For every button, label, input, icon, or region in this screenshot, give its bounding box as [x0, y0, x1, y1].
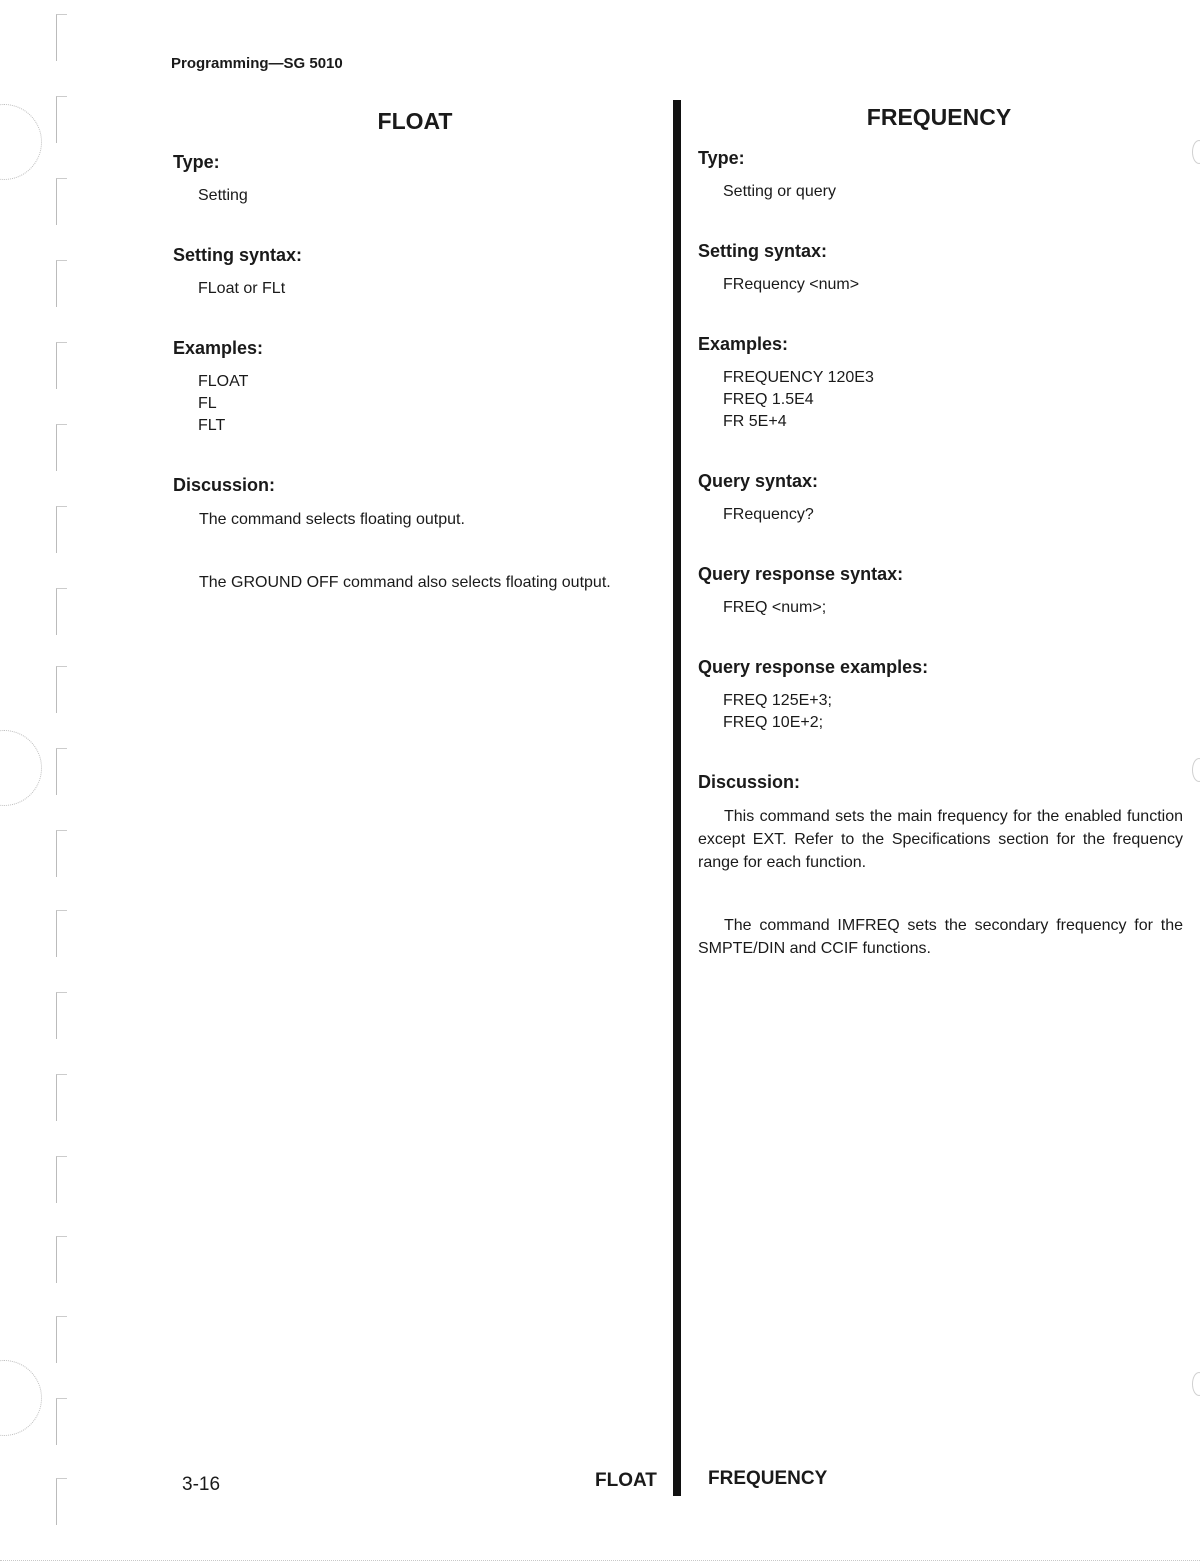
setting-syntax-heading: Setting syntax: — [173, 245, 303, 265]
binder-mark — [56, 178, 67, 225]
binder-edge — [0, 0, 70, 1568]
binder-mark — [56, 748, 67, 795]
setting-syntax-value: FRequency <num> — [723, 276, 860, 293]
query-response-syntax-value: FREQ <num>; — [723, 599, 827, 616]
examples-list — [723, 367, 1183, 433]
discussion-paragraph: This command sets the main frequency for the enabled function except EXT. Refer to the Specifications section for the frequency range for each function. — [698, 808, 1183, 871]
footer-guide-left: FLOAT — [595, 1470, 657, 1491]
query-response-syntax-heading: Query response syntax: — [698, 564, 904, 584]
binder-mark — [56, 1236, 67, 1283]
query-syntax-heading: Query syntax: — [698, 471, 819, 491]
discussion-paragraph: The command selects floating output. — [199, 511, 465, 528]
example-line: FREQUENCY 120E3 — [723, 369, 874, 386]
binder-mark — [56, 342, 67, 389]
examples-heading: Examples: — [698, 334, 789, 354]
binder-mark — [56, 1074, 67, 1121]
discussion-paragraph: The command IMFREQ sets the secondary frequency for the SMPTE/DIN and CCIF functions. — [698, 917, 1183, 957]
setting-syntax-value: FLoat or FLt — [198, 280, 286, 297]
frequency-section — [695, 104, 1183, 1000]
punch-hole — [0, 104, 42, 180]
discussion-paragraph: The GROUND OFF command also selects floating output. — [199, 574, 611, 591]
binder-mark — [56, 1316, 67, 1363]
response-example-line: FREQ 125E+3; — [723, 692, 832, 709]
discussion-heading: Discussion: — [698, 772, 801, 792]
binder-mark — [56, 506, 67, 553]
example-line: FLT — [198, 417, 226, 434]
punch-hole — [0, 1360, 42, 1436]
binder-mark — [56, 96, 67, 143]
binder-mark — [56, 992, 67, 1039]
frequency-title: FREQUENCY — [866, 104, 1012, 130]
binder-mark — [56, 910, 67, 957]
bottom-edge — [0, 1560, 1200, 1561]
punch-hole — [0, 730, 42, 806]
right-edge-hole — [1192, 140, 1200, 164]
type-value: Setting or query — [723, 183, 836, 200]
type-value: Setting — [198, 187, 248, 204]
right-edge-hole — [1192, 758, 1200, 782]
binder-mark — [56, 424, 67, 471]
example-line: FR 5E+4 — [723, 413, 787, 430]
example-line: FLOAT — [198, 373, 249, 390]
column-divider — [673, 100, 681, 1496]
example-line: FREQ 1.5E4 — [723, 391, 814, 408]
examples-list — [198, 371, 660, 437]
binder-mark — [56, 14, 67, 61]
binder-mark — [56, 1156, 67, 1203]
type-heading: Type: — [173, 152, 220, 172]
binder-mark — [56, 830, 67, 877]
binder-mark — [56, 666, 67, 713]
response-example-line: FREQ 10E+2; — [723, 714, 824, 731]
running-head: Programming—SG 5010 — [171, 55, 343, 72]
example-line: FL — [198, 395, 217, 412]
footer-guide-right: FREQUENCY — [708, 1468, 828, 1489]
query-syntax-value: FRequency? — [723, 506, 814, 523]
examples-heading: Examples: — [173, 338, 264, 358]
binder-mark — [56, 1398, 67, 1445]
query-response-examples-list — [723, 690, 1183, 734]
type-heading: Type: — [698, 148, 745, 168]
binder-mark — [56, 1478, 67, 1525]
discussion-heading: Discussion: — [173, 475, 276, 495]
query-response-examples-heading: Query response examples: — [698, 657, 929, 677]
float-section — [170, 108, 660, 634]
page-number: 3-16 — [182, 1474, 221, 1495]
binder-mark — [56, 260, 67, 307]
float-title: FLOAT — [377, 108, 453, 134]
binder-mark — [56, 588, 67, 635]
setting-syntax-heading: Setting syntax: — [698, 241, 828, 261]
right-edge-hole — [1192, 1372, 1200, 1396]
